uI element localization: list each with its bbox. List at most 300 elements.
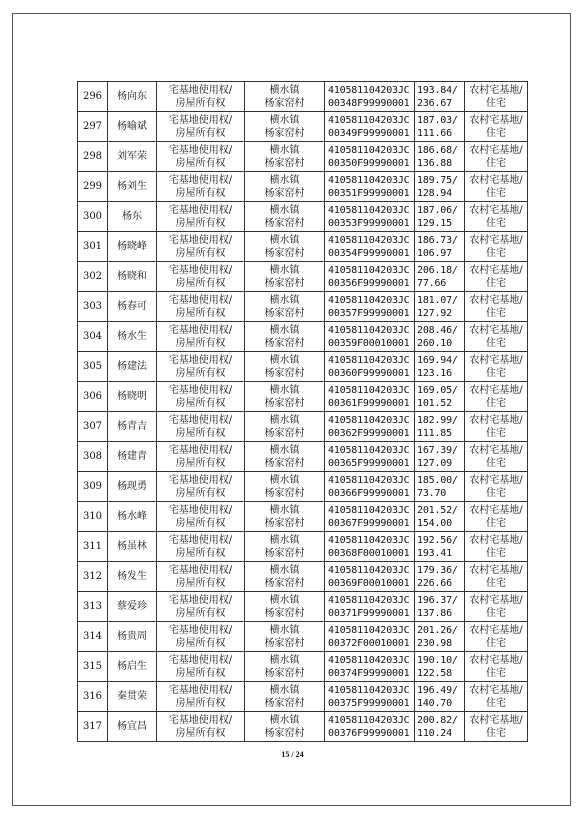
row-number-cell-line: 309 [82, 481, 103, 492]
area-cell-line: 196.37/ [417, 594, 458, 606]
row-number-cell [78, 232, 108, 262]
parcel-code-cell-line: 00359F00010001 [328, 337, 410, 349]
location-cell [245, 622, 325, 652]
location-cell [245, 472, 325, 502]
land-use-cell-line: 农村宅基地/ [469, 624, 523, 636]
land-use-cell [465, 232, 528, 262]
owner-name-cell [108, 262, 157, 292]
owner-name-cell [108, 292, 157, 322]
right-type-cell-line: 房屋所有权 [175, 547, 226, 559]
row-number-cell-line: 304 [82, 331, 103, 342]
area-cell [415, 262, 465, 292]
owner-name-cell [108, 622, 157, 652]
area-cell-line: 140.70 [417, 697, 452, 709]
row-number-cell-line: 306 [82, 391, 103, 402]
land-use-cell [465, 712, 528, 742]
land-use-cell [465, 502, 528, 532]
owner-name-cell [108, 352, 157, 382]
area-cell-line: 196.49/ [417, 684, 458, 696]
area-cell-line: 187.06/ [417, 204, 458, 216]
right-type-cell-line: 房屋所有权 [175, 487, 226, 499]
registry-table-body [78, 82, 528, 742]
right-type-cell-line: 宅基地使用权/ [168, 234, 233, 246]
land-use-cell-line: 住宅 [486, 457, 506, 469]
row-number-cell [78, 502, 108, 532]
location-cell-line: 横水镇 [269, 264, 300, 276]
land-use-cell-line: 住宅 [486, 727, 506, 739]
parcel-code-cell [325, 382, 415, 412]
right-type-cell [157, 502, 245, 532]
right-type-cell-line: 房屋所有权 [175, 337, 226, 349]
area-cell-line: 236.67 [417, 97, 452, 109]
parcel-code-cell [325, 292, 415, 322]
land-use-cell [465, 652, 528, 682]
row-number-cell-line: 312 [82, 571, 103, 582]
location-cell-line: 横水镇 [269, 474, 300, 486]
land-use-cell [465, 112, 528, 142]
right-type-cell [157, 382, 245, 412]
table-row [78, 352, 528, 382]
parcel-code-cell-line: 410581104203JC [328, 324, 410, 336]
location-cell [245, 352, 325, 382]
parcel-code-cell-line: 00371F99990001 [328, 607, 410, 619]
table-row [78, 382, 528, 412]
parcel-code-cell [325, 352, 415, 382]
location-cell-line: 杨家窑村 [264, 337, 305, 349]
area-cell-line: 111.85 [417, 427, 452, 439]
land-use-cell-line: 农村宅基地/ [469, 474, 523, 486]
parcel-code-cell-line: 410581104203JC [328, 564, 410, 576]
land-use-cell [465, 382, 528, 412]
row-number-cell-line: 316 [82, 691, 103, 702]
location-cell [245, 232, 325, 262]
area-cell-line: 206.18/ [417, 264, 458, 276]
area-cell-line: 167.39/ [417, 444, 458, 456]
area-cell [415, 502, 465, 532]
location-cell-line: 横水镇 [269, 294, 300, 306]
right-type-cell [157, 712, 245, 742]
area-cell-line: 185.00/ [417, 474, 458, 486]
owner-name-cell-line: 杨春可 [117, 301, 147, 312]
area-cell [415, 592, 465, 622]
location-cell-line: 杨家窑村 [264, 307, 305, 319]
parcel-code-cell-line: 00360F99990001 [328, 367, 410, 379]
land-use-cell [465, 682, 528, 712]
land-use-cell-line: 住宅 [486, 337, 506, 349]
right-type-cell [157, 562, 245, 592]
parcel-code-cell-line: 410581104203JC [328, 414, 410, 426]
table-row [78, 142, 528, 172]
row-number-cell [78, 142, 108, 172]
row-number-cell-line: 317 [82, 721, 103, 732]
registry-table [77, 81, 528, 742]
table-row [78, 322, 528, 352]
location-cell-line: 横水镇 [269, 534, 300, 546]
land-use-cell-line: 住宅 [486, 607, 506, 619]
area-cell-line: 226.66 [417, 577, 452, 589]
right-type-cell [157, 172, 245, 202]
row-number-cell-line: 300 [82, 211, 103, 222]
owner-name-cell [108, 82, 157, 112]
right-type-cell-line: 宅基地使用权/ [168, 684, 233, 696]
land-use-cell-line: 农村宅基地/ [469, 114, 523, 126]
right-type-cell-line: 房屋所有权 [175, 127, 226, 139]
area-cell-line: 190.10/ [417, 654, 458, 666]
parcel-code-cell-line: 410581104203JC [328, 354, 410, 366]
parcel-code-cell-line: 00372F00010001 [328, 637, 410, 649]
owner-name-cell-line: 杨向东 [117, 91, 147, 102]
row-number-cell-line: 310 [82, 511, 103, 522]
area-cell-line: 77.66 [417, 277, 447, 289]
owner-name-cell-line: 杨刘生 [117, 181, 147, 192]
table-row [78, 562, 528, 592]
owner-name-cell [108, 532, 157, 562]
owner-name-cell [108, 322, 157, 352]
right-type-cell-line: 宅基地使用权/ [168, 294, 233, 306]
row-number-cell [78, 112, 108, 142]
area-cell [415, 82, 465, 112]
parcel-code-cell [325, 202, 415, 232]
location-cell-line: 杨家窑村 [264, 367, 305, 379]
location-cell [245, 172, 325, 202]
right-type-cell [157, 202, 245, 232]
location-cell-line: 杨家窑村 [264, 277, 305, 289]
right-type-cell-line: 宅基地使用权/ [168, 414, 233, 426]
owner-name-cell [108, 472, 157, 502]
location-cell-line: 杨家窑村 [264, 607, 305, 619]
parcel-code-cell [325, 472, 415, 502]
right-type-cell [157, 532, 245, 562]
right-type-cell-line: 房屋所有权 [175, 247, 226, 259]
land-use-cell-line: 农村宅基地/ [469, 174, 523, 186]
row-number-cell [78, 652, 108, 682]
owner-name-cell-line: 杨晓峰 [117, 241, 147, 252]
owner-name-cell-line: 杨东 [122, 211, 142, 222]
row-number-cell-line: 315 [82, 661, 103, 672]
location-cell-line: 横水镇 [269, 564, 300, 576]
parcel-code-cell-line: 00357F99990001 [328, 307, 410, 319]
area-cell-line: 182.99/ [417, 414, 458, 426]
location-cell-line: 杨家窑村 [264, 217, 305, 229]
location-cell [245, 262, 325, 292]
row-number-cell-line: 302 [82, 271, 103, 282]
parcel-code-cell-line: 00376F99990001 [328, 727, 410, 739]
table-row [78, 232, 528, 262]
area-cell [415, 412, 465, 442]
area-cell [415, 322, 465, 352]
location-cell-line: 杨家窑村 [264, 727, 305, 739]
owner-name-cell [108, 562, 157, 592]
right-type-cell-line: 房屋所有权 [175, 667, 226, 679]
land-use-cell-line: 农村宅基地/ [469, 444, 523, 456]
right-type-cell-line: 房屋所有权 [175, 517, 226, 529]
area-cell [415, 232, 465, 262]
right-type-cell-line: 房屋所有权 [175, 217, 226, 229]
parcel-code-cell-line: 00366F99990001 [328, 487, 410, 499]
owner-name-cell [108, 592, 157, 622]
location-cell-line: 横水镇 [269, 414, 300, 426]
location-cell [245, 712, 325, 742]
area-cell-line: 111.66 [417, 127, 452, 139]
row-number-cell-line: 303 [82, 301, 103, 312]
parcel-code-cell-line: 410581104203JC [328, 654, 410, 666]
row-number-cell-line: 314 [82, 631, 103, 642]
land-use-cell-line: 农村宅基地/ [469, 654, 523, 666]
land-use-cell-line: 住宅 [486, 637, 506, 649]
land-use-cell-line: 住宅 [486, 247, 506, 259]
row-number-cell [78, 622, 108, 652]
location-cell-line: 杨家窑村 [264, 187, 305, 199]
parcel-code-cell-line: 00354F99990001 [328, 247, 410, 259]
area-cell-line: 128.94 [417, 187, 452, 199]
parcel-code-cell-line: 410581104203JC [328, 204, 410, 216]
right-type-cell-line: 房屋所有权 [175, 187, 226, 199]
table-row [78, 442, 528, 472]
table-row [78, 262, 528, 292]
right-type-cell-line: 宅基地使用权/ [168, 504, 233, 516]
row-number-cell [78, 202, 108, 232]
area-cell-line: 201.52/ [417, 504, 458, 516]
owner-name-cell-line: 杨喻斌 [117, 121, 147, 132]
land-use-cell [465, 142, 528, 172]
row-number-cell [78, 262, 108, 292]
area-cell-line: 260.10 [417, 337, 452, 349]
parcel-code-cell-line: 410581104203JC [328, 114, 410, 126]
parcel-code-cell-line: 00350F99990001 [328, 157, 410, 169]
area-cell [415, 562, 465, 592]
parcel-code-cell-line: 00375F99990001 [328, 697, 410, 709]
land-use-cell [465, 472, 528, 502]
area-cell-line: 186.68/ [417, 144, 458, 156]
row-number-cell-line: 297 [82, 121, 103, 132]
location-cell [245, 532, 325, 562]
location-cell [245, 412, 325, 442]
right-type-cell [157, 442, 245, 472]
land-use-cell-line: 住宅 [486, 367, 506, 379]
location-cell-line: 横水镇 [269, 444, 300, 456]
right-type-cell [157, 322, 245, 352]
parcel-code-cell [325, 262, 415, 292]
land-use-cell-line: 农村宅基地/ [469, 504, 523, 516]
right-type-cell-line: 房屋所有权 [175, 427, 226, 439]
land-use-cell-line: 农村宅基地/ [469, 204, 523, 216]
parcel-code-cell [325, 622, 415, 652]
parcel-code-cell [325, 322, 415, 352]
parcel-code-cell [325, 82, 415, 112]
right-type-cell-line: 宅基地使用权/ [168, 564, 233, 576]
location-cell-line: 杨家窑村 [264, 547, 305, 559]
owner-name-cell [108, 382, 157, 412]
parcel-code-cell-line: 410581104203JC [328, 264, 410, 276]
land-use-cell-line: 农村宅基地/ [469, 264, 523, 276]
location-cell-line: 横水镇 [269, 684, 300, 696]
location-cell-line: 杨家窑村 [264, 457, 305, 469]
area-cell-line: 189.75/ [417, 174, 458, 186]
parcel-code-cell-line: 410581104203JC [328, 534, 410, 546]
right-type-cell-line: 宅基地使用权/ [168, 714, 233, 726]
parcel-code-cell [325, 172, 415, 202]
right-type-cell-line: 宅基地使用权/ [168, 204, 233, 216]
table-row [78, 652, 528, 682]
area-cell [415, 142, 465, 172]
owner-name-cell-line: 杨青吉 [117, 421, 147, 432]
location-cell-line: 横水镇 [269, 354, 300, 366]
area-cell-line: 137.86 [417, 607, 452, 619]
parcel-code-cell-line: 00368F00010001 [328, 547, 410, 559]
area-cell-line: 187.03/ [417, 114, 458, 126]
row-number-cell-line: 305 [82, 361, 103, 372]
land-use-cell-line: 农村宅基地/ [469, 594, 523, 606]
area-cell-line: 169.94/ [417, 354, 458, 366]
area-cell-line: 136.88 [417, 157, 452, 169]
right-type-cell-line: 房屋所有权 [175, 697, 226, 709]
location-cell [245, 682, 325, 712]
row-number-cell [78, 562, 108, 592]
location-cell-line: 杨家窑村 [264, 247, 305, 259]
land-use-cell [465, 202, 528, 232]
area-cell-line: 192.56/ [417, 534, 458, 546]
owner-name-cell-line: 杨现勇 [117, 481, 147, 492]
table-row [78, 502, 528, 532]
area-cell [415, 382, 465, 412]
parcel-code-cell [325, 412, 415, 442]
location-cell-line: 横水镇 [269, 84, 300, 96]
right-type-cell-line: 房屋所有权 [175, 727, 226, 739]
right-type-cell-line: 房屋所有权 [175, 97, 226, 109]
parcel-code-cell [325, 502, 415, 532]
row-number-cell-line: 313 [82, 601, 103, 612]
table-row [78, 622, 528, 652]
row-number-cell [78, 322, 108, 352]
area-cell-line: 230.98 [417, 637, 452, 649]
area-cell-line: 169.05/ [417, 384, 458, 396]
area-cell-line: 208.46/ [417, 324, 458, 336]
area-cell [415, 442, 465, 472]
right-type-cell-line: 宅基地使用权/ [168, 654, 233, 666]
right-type-cell [157, 112, 245, 142]
location-cell-line: 杨家窑村 [264, 517, 305, 529]
right-type-cell-line: 房屋所有权 [175, 277, 226, 289]
parcel-code-cell-line: 00361F99990001 [328, 397, 410, 409]
owner-name-cell-line: 杨启生 [117, 661, 147, 672]
area-cell [415, 112, 465, 142]
location-cell [245, 442, 325, 472]
owner-name-cell-line: 蔡爱珍 [117, 601, 147, 612]
land-use-cell-line: 住宅 [486, 127, 506, 139]
row-number-cell [78, 592, 108, 622]
row-number-cell-line: 301 [82, 241, 103, 252]
owner-name-cell-line: 杨发生 [117, 571, 147, 582]
area-cell [415, 712, 465, 742]
row-number-cell [78, 472, 108, 502]
location-cell [245, 82, 325, 112]
location-cell-line: 杨家窑村 [264, 697, 305, 709]
right-type-cell-line: 宅基地使用权/ [168, 534, 233, 546]
parcel-code-cell-line: 00374F99990001 [328, 667, 410, 679]
right-type-cell [157, 232, 245, 262]
location-cell-line: 杨家窑村 [264, 127, 305, 139]
location-cell [245, 202, 325, 232]
location-cell-line: 杨家窑村 [264, 667, 305, 679]
parcel-code-cell-line: 410581104203JC [328, 504, 410, 516]
area-cell-line: 127.09 [417, 457, 452, 469]
location-cell-line: 横水镇 [269, 624, 300, 636]
area-cell-line: 122.58 [417, 667, 452, 679]
parcel-code-cell [325, 652, 415, 682]
location-cell-line: 杨家窑村 [264, 487, 305, 499]
area-cell [415, 352, 465, 382]
parcel-code-cell-line: 00362F99990001 [328, 427, 410, 439]
owner-name-cell-line: 杨晓和 [117, 271, 147, 282]
table-row [78, 592, 528, 622]
area-cell [415, 622, 465, 652]
land-use-cell-line: 住宅 [486, 487, 506, 499]
parcel-code-cell-line: 00365F99990001 [328, 457, 410, 469]
owner-name-cell [108, 712, 157, 742]
owner-name-cell [108, 232, 157, 262]
land-use-cell-line: 住宅 [486, 697, 506, 709]
owner-name-cell-line: 杨贵周 [117, 631, 147, 642]
land-use-cell-line: 住宅 [486, 277, 506, 289]
row-number-cell [78, 292, 108, 322]
parcel-code-cell-line: 410581104203JC [328, 444, 410, 456]
owner-name-cell-line: 杨建青 [117, 451, 147, 462]
right-type-cell-line: 宅基地使用权/ [168, 354, 233, 366]
row-number-cell-line: 308 [82, 451, 103, 462]
land-use-cell [465, 532, 528, 562]
row-number-cell-line: 311 [82, 541, 103, 552]
area-cell [415, 472, 465, 502]
right-type-cell-line: 宅基地使用权/ [168, 144, 233, 156]
parcel-code-cell-line: 410581104203JC [328, 234, 410, 246]
row-number-cell [78, 172, 108, 202]
area-cell [415, 172, 465, 202]
area-cell-line: 193.84/ [417, 84, 458, 96]
owner-name-cell [108, 412, 157, 442]
area-cell [415, 202, 465, 232]
location-cell-line: 横水镇 [269, 204, 300, 216]
table-row [78, 292, 528, 322]
location-cell [245, 652, 325, 682]
right-type-cell-line: 宅基地使用权/ [168, 324, 233, 336]
parcel-code-cell-line: 410581104203JC [328, 594, 410, 606]
parcel-code-cell-line: 00367F99990001 [328, 517, 410, 529]
right-type-cell-line: 房屋所有权 [175, 367, 226, 379]
location-cell-line: 杨家窑村 [264, 577, 305, 589]
right-type-cell-line: 宅基地使用权/ [168, 114, 233, 126]
land-use-cell-line: 住宅 [486, 307, 506, 319]
land-use-cell-line: 农村宅基地/ [469, 234, 523, 246]
location-cell [245, 382, 325, 412]
owner-name-cell [108, 502, 157, 532]
owner-name-cell-line: 杨宜昌 [117, 721, 147, 732]
parcel-code-cell [325, 562, 415, 592]
parcel-code-cell-line: 00348F99990001 [328, 97, 410, 109]
owner-name-cell [108, 652, 157, 682]
owner-name-cell-line: 杨水峰 [117, 511, 147, 522]
area-cell [415, 652, 465, 682]
location-cell-line: 横水镇 [269, 504, 300, 516]
area-cell [415, 682, 465, 712]
owner-name-cell-line: 杨建法 [117, 361, 147, 372]
parcel-code-cell-line: 410581104203JC [328, 144, 410, 156]
parcel-code-cell-line: 410581104203JC [328, 294, 410, 306]
location-cell-line: 横水镇 [269, 324, 300, 336]
table-row [78, 532, 528, 562]
parcel-code-cell [325, 112, 415, 142]
location-cell-line: 杨家窑村 [264, 637, 305, 649]
right-type-cell [157, 472, 245, 502]
